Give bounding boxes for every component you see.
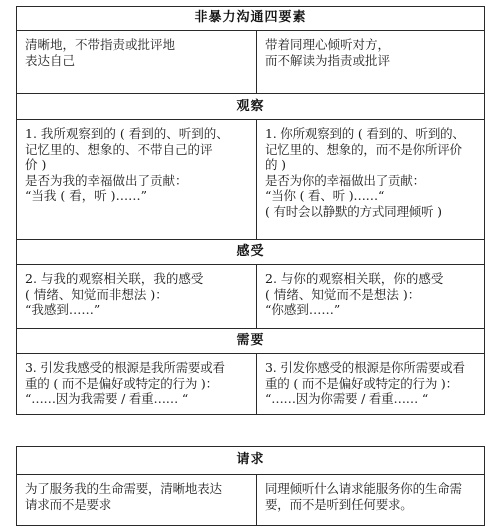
feeling-other-cell: 2. 与你的观察相关联，你的感受 ( 情绪、知觉而不是想法 )： “你感到……” bbox=[265, 271, 444, 317]
request-row bbox=[17, 475, 484, 525]
observation-self-cell: 1. 我所观察到的 ( 看到的、听到的、 记忆里的、想象的、不带自己的评 价 ) 是否为我的幸福做出了贡献： “当我 ( 看，听 )……” bbox=[17, 120, 257, 239]
request-other-cell: 同理倾听什么请求能服务你的生命需 要，而不是听到任何要求。 bbox=[265, 481, 462, 512]
need-row bbox=[17, 354, 484, 414]
intro-empathic-listening-cell: 带着同理心倾听对方， 而不解读为指责或批评 bbox=[265, 37, 391, 68]
request-table bbox=[16, 446, 485, 526]
need-other-cell: 3. 引发你感受的根源是你所需要或看 重的 ( 而不是偏好或特定的行为 )： “……因为你需要 / 看重…… “ bbox=[265, 360, 465, 406]
section-header-observation bbox=[17, 93, 484, 120]
request-self-cell: 为了服务我的生命需要，清晰地表达 请求而不是要求 bbox=[17, 475, 257, 525]
section-header-observation-text: 观察 bbox=[236, 99, 265, 114]
section-header-need bbox=[17, 328, 484, 354]
section-header-request bbox=[17, 447, 484, 475]
section-header-request-text: 请求 bbox=[236, 452, 265, 467]
observation-other-cell: 1. 你所观察到的 ( 看到的、听到的、 记忆里的、想象的，而不是你所评价 的 ) 是否为你的幸福做出了贡献： “当你 ( 看、听 )……“ ( 有时会以静默的方式同理倾听 ) bbox=[265, 126, 465, 219]
section-header-feeling-text: 感受 bbox=[236, 244, 265, 259]
intro-row bbox=[17, 31, 484, 93]
section-header-need-text: 需要 bbox=[236, 333, 265, 348]
section-header-feeling bbox=[17, 239, 484, 265]
feeling-self-cell: 2. 与我的观察相关联，我的感受 ( 情绪、知觉而非想法 )： “我感到……” bbox=[17, 265, 257, 328]
intro-express-self-cell: 清晰地，不带指责或批评地 表达自己 bbox=[17, 31, 257, 93]
table-title bbox=[17, 7, 484, 31]
nvc-four-elements-table bbox=[16, 6, 485, 415]
observation-row bbox=[17, 120, 484, 239]
table-title-text: 非暴力沟通四要素 bbox=[194, 10, 307, 25]
feeling-row bbox=[17, 265, 484, 328]
need-self-cell: 3. 引发我感受的根源是我所需要或看 重的 ( 而不是偏好或特定的行为 )： “……因为我需要 / 看重…… “ bbox=[17, 354, 257, 414]
